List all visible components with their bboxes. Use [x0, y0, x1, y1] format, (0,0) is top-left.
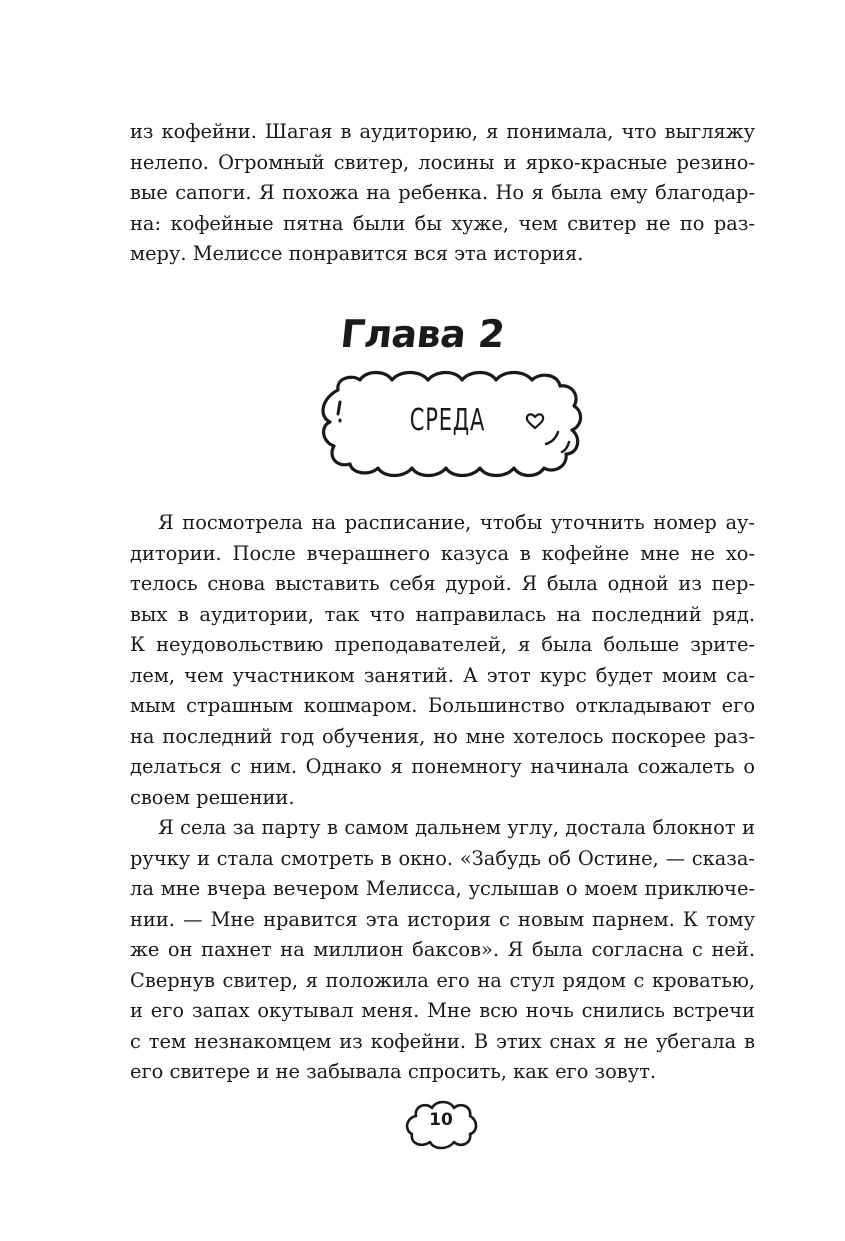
text-line: Я посмотрела на расписание, чтобы уточнить номер ау-: [158, 511, 755, 534]
text-line: лем, чем участником занятий. А этот курс будет моим са-: [130, 663, 755, 687]
page-number: 10: [429, 1110, 453, 1130]
text-line: ла мне вчера вечером Мелисса, услышав о моем приключе-: [130, 877, 755, 900]
text-line: из кофейни. Шагая в аудиторию, я понимала, что выгляжу: [130, 120, 755, 143]
text-line: Свернув свитер, я положила его на стул рядом с кроватью,: [130, 968, 755, 992]
paragraph: [130, 508, 755, 813]
text-line: и его запах окутывал меня. Мне всю ночь снились встречи: [130, 999, 755, 1022]
text-line: на последний год обучения, но мне хотелось поскорее раз-: [130, 724, 755, 748]
text-line: же он пахнет на миллион баксов». Я была согласна с ней.: [130, 938, 755, 961]
text-line: Я села за парту в самом дальнем углу, достала блокнот и: [158, 816, 755, 839]
text-line: делаться с ним. Однако я понемногу начинала сожалеть о: [130, 755, 755, 778]
text-line: на: кофейные пятна были бы хуже, чем свитер не по раз-: [130, 211, 755, 235]
text-line: дитории. После вчерашнего казуса в кофейне мне не хо-: [130, 541, 755, 565]
continued-paragraph: [130, 117, 755, 270]
text-line: К неудовольствию преподавателей, я была больше зрите-: [130, 633, 755, 656]
text-line: нии. — Мне нравится эта история с новым парнем. К тому: [130, 907, 755, 931]
day-label: СРЕДА: [409, 403, 486, 438]
text-line: вых в аудитории, так что направилась на последний ряд.: [130, 602, 755, 626]
text-line: вые сапоги. Я похожа на ребенка. Но я была ему благодар-: [130, 181, 755, 204]
text-line: меру. Мелиссе понравится вся эта история.: [130, 242, 584, 265]
text-line: мым страшным кошмаром. Большинство откладывают его: [130, 694, 755, 717]
text-line: его свитере и не забывала спросить, как его зовут.: [130, 1060, 657, 1083]
paragraph: [130, 813, 755, 1088]
text-line: телось снова выставить себя дурой. Я была одной из пер-: [130, 572, 755, 595]
text-line: своем решении.: [130, 785, 295, 809]
main-text: [130, 508, 755, 1088]
text-line: ручку и стала смотреть в окно. «Забудь об Остине, — сказа-: [130, 846, 755, 870]
chapter-title: Глава 2: [338, 312, 507, 356]
text-line: с тем незнакомцем из кофейни. В этих снах я не убегала в: [130, 1029, 755, 1053]
text-line: нелепо. Огромный свитер, лосины и ярко-красные резино-: [130, 150, 755, 174]
